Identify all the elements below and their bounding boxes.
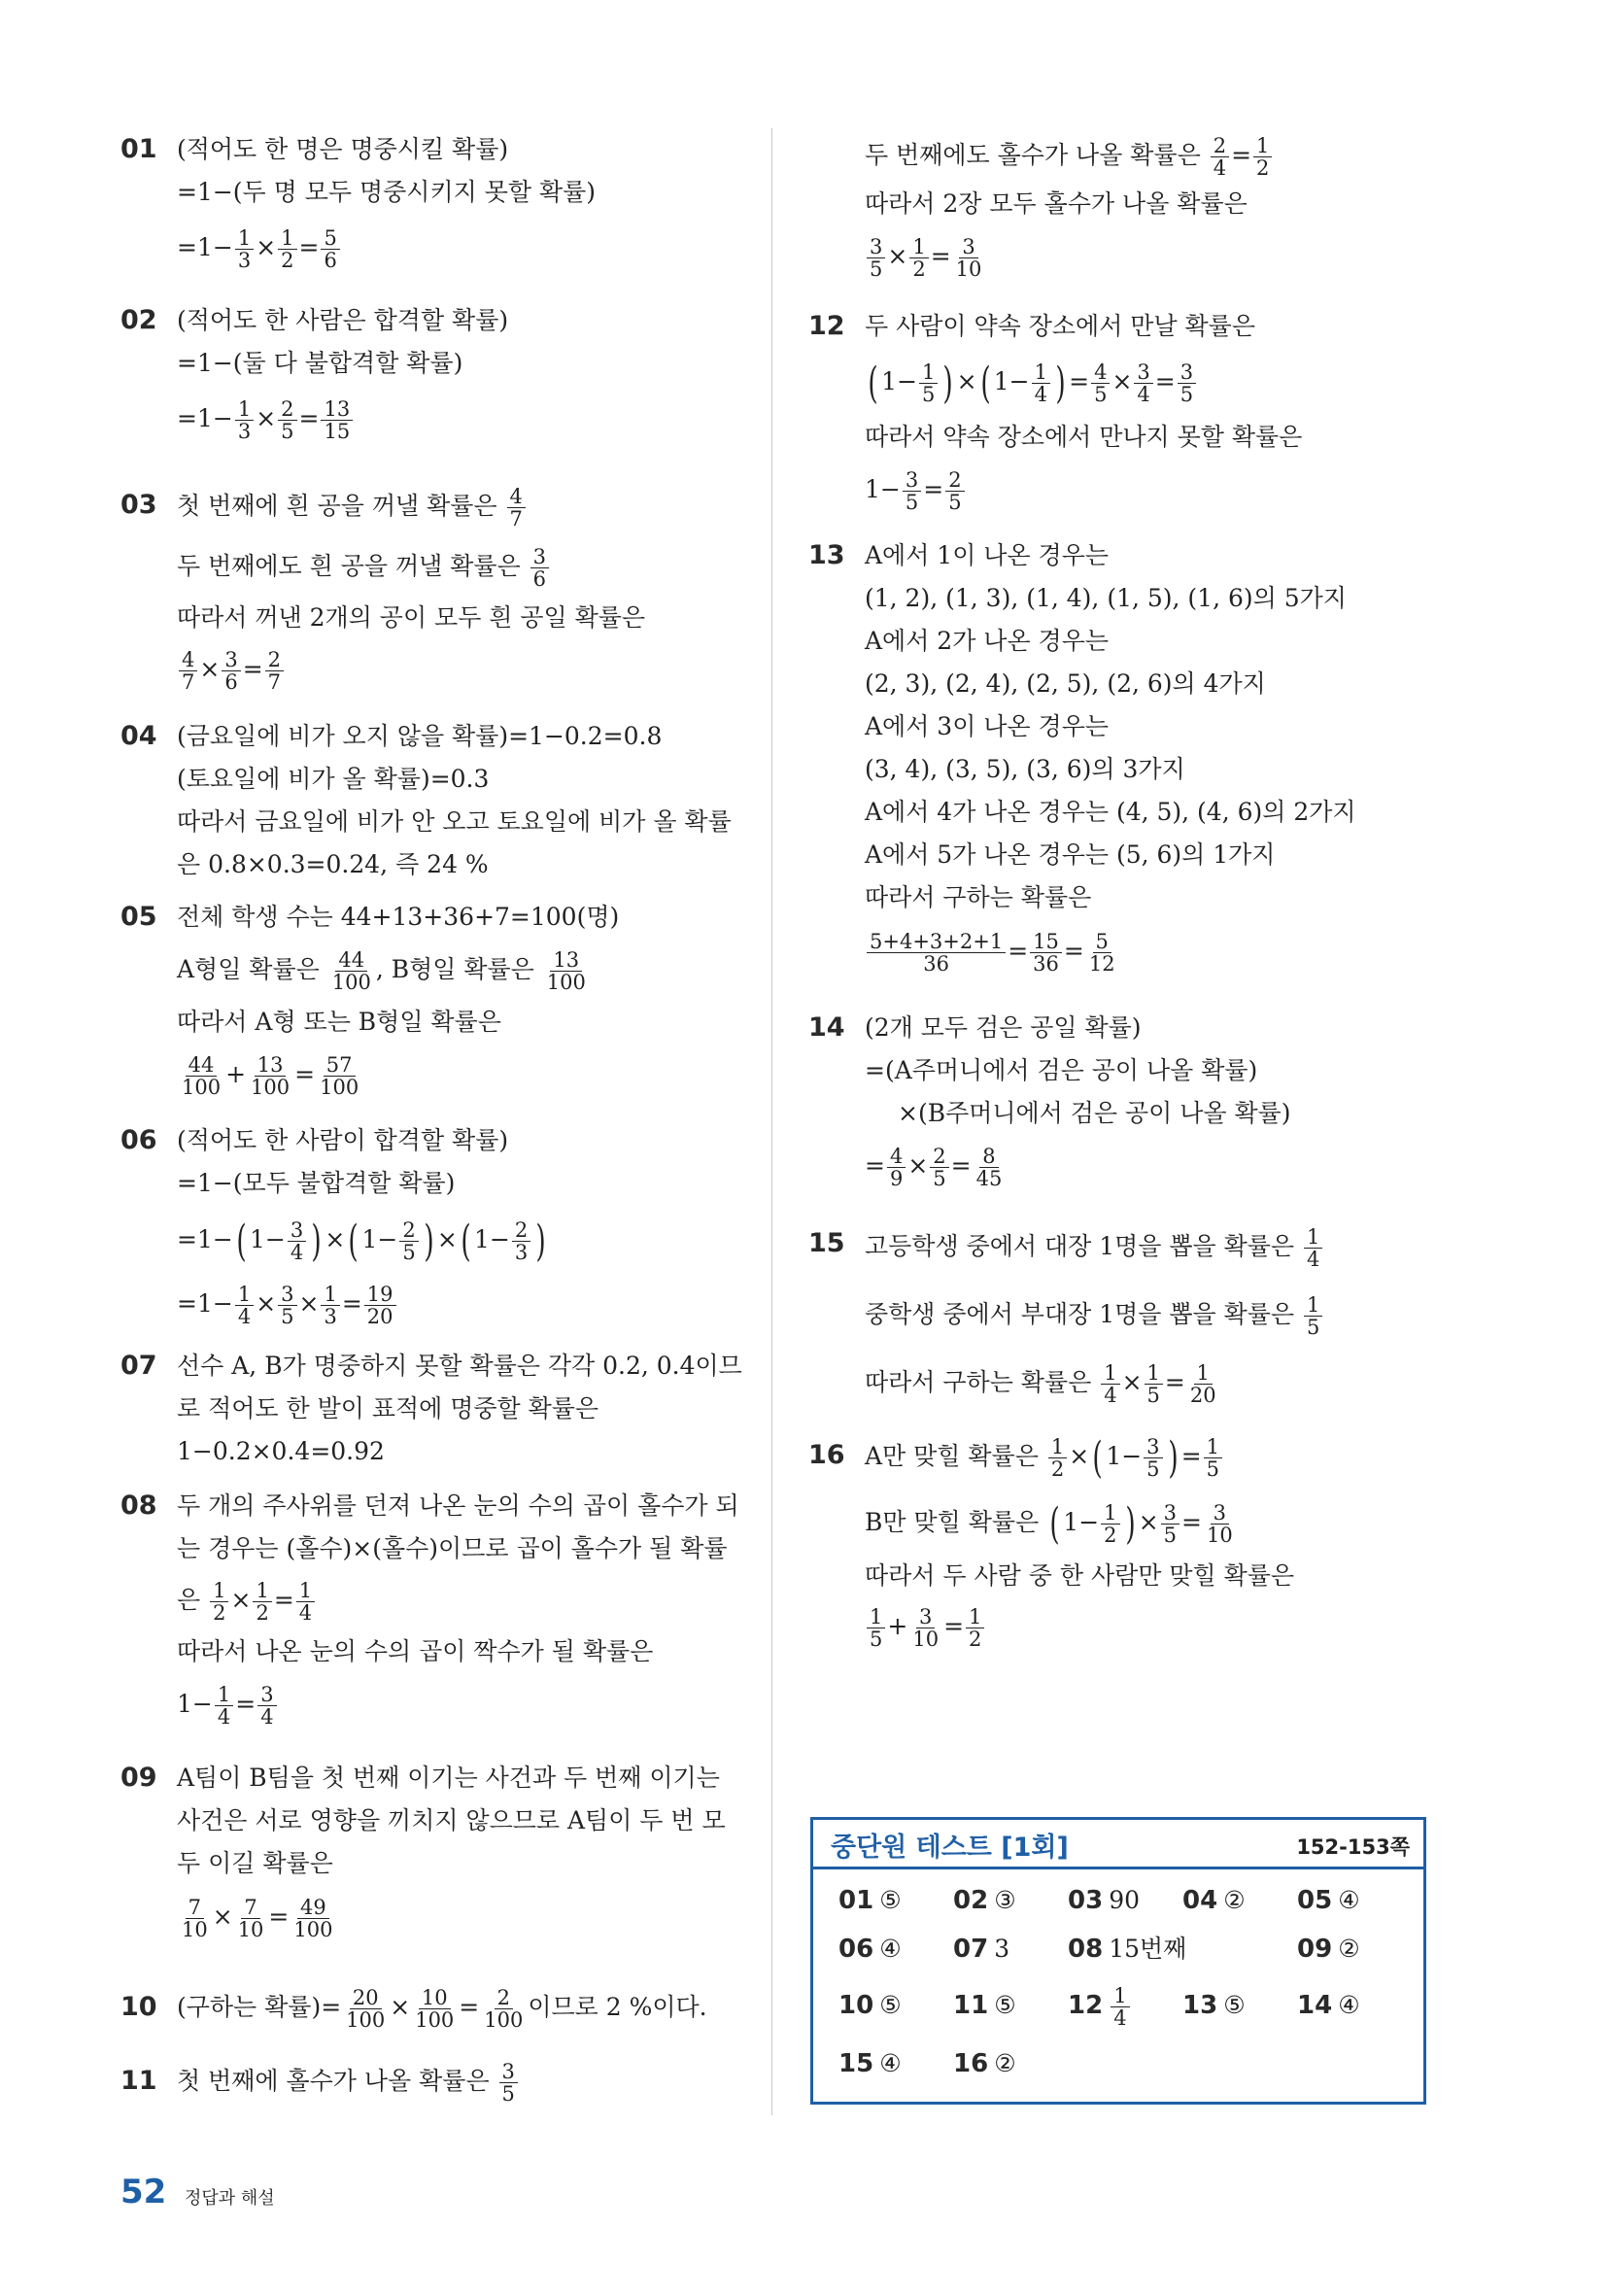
problem-04 [120,715,742,896]
problem-number: 04 [120,721,157,751]
solution-line: 따라서 구하는 확률은 [865,883,1092,911]
solution-line: 로 적어도 한 발이 표적에 명중할 확률은 [177,1394,599,1422]
solution-math: 두 번째에도 홀수가 나올 확률은 $\frac{2}{4}$ = $\frac{1}{2}$ [865,128,1440,183]
solution-line: 따라서 나온 눈의 수의 곱이 짝수가 될 확률은 [177,1637,654,1665]
solution-math: $\frac{5+4+3+2+1}{36}$ = $\frac{15}{36}$ = $\frac{5}{12}$ [865,919,1440,983]
solution-line: (적어도 한 사람은 합격할 확률) [177,306,509,334]
solution-line: (3, 4), (3, 5), (3, 6)의 3가지 [865,755,1185,783]
solution-math: =1− $\frac{1}{3}$ × $\frac{1}{2}$ = $\frac{5}{6}$ [177,214,742,282]
answer-item: 04 ② [1182,1886,1246,1915]
answer-item: 13 ⑤ [1182,1991,1246,2020]
solution-line: 두 사람이 약속 장소에서 만날 확률은 [865,312,1255,340]
answer-item: 02 ③ [953,1886,1016,1915]
solution-math: 은 $\frac{1}{2}$ × $\frac{1}{2}$ = $\frac{1}{4}$ [177,1570,742,1630]
solution-line: 는 경우는 (홀수)×(홀수)이므로 곱이 홀수가 될 확률 [177,1534,728,1562]
solution-line: (적어도 한 명은 명중시킬 확률) [177,135,509,163]
left-column [120,128,742,2112]
solution-math: ( 1− $\frac{1}{5}$ ) ×( 1− $\frac{1}{4}$ ) = $\frac{4}{5}$ × $\frac{3}{4}$ = $\frac{3}{5}$ [865,348,1440,416]
solution-math: 따라서 구하는 확률은 $\frac{1}{4}$ × $\frac{1}{5}$ = $\frac{1}{20}$ [865,1361,1216,1407]
answer-item: 08 15번째 [1068,1935,1187,1964]
solution-line: 따라서 두 사람 중 한 사람만 맞힐 확률은 [865,1561,1295,1590]
solution-math: (구하는 확률)= $\frac{20}{100}$ × $\frac{10}{100}$ = $\frac{2}{100}$ 이므로 2 %이다. [177,1986,707,2032]
footer-label: 정답과 해설 [185,2188,275,2209]
problem-number: 06 [120,1125,157,1155]
solution-math: 두 번째에도 흰 공을 꺼낼 확률은 $\frac{3}{6}$ [177,536,742,597]
problem-01 [120,128,742,299]
solution-line: 사건은 서로 영향을 끼치지 않으므로 A팀이 두 번 모 [177,1806,726,1834]
solution-line: (1, 2), (1, 3), (1, 4), (1, 5), (1, 6)의 5가지 [865,584,1347,612]
problem-02 [120,299,742,476]
problem-15 [808,1213,1440,1422]
solution-line: 따라서 꺼낸 2개의 공이 모두 흰 공일 확률은 [177,603,646,632]
solution-math: $\frac{3}{5}$ × $\frac{1}{2}$ = $\frac{3}{10}$ [865,225,1440,288]
problem-number: 01 [120,134,157,164]
problem-10 [120,1976,742,2050]
problem-number: 03 [120,490,157,520]
solution-line: 선수 A, B가 명중하지 못할 확률은 각각 0.2, 0.4이므 [177,1352,742,1380]
problem-number: 15 [808,1228,845,1258]
solution-line: 1−0.2×0.4=0.92 [177,1437,385,1465]
solution-line: =1−(두 명 모두 명중시키지 못할 확률) [177,178,596,206]
solution-math: =1− $\frac{1}{3}$ × $\frac{2}{5}$ = $\frac{13}{15}$ [177,385,742,453]
problem-08 [120,1485,742,1757]
right-column [808,128,1440,1656]
problem-09 [120,1757,742,1976]
problem-07 [120,1345,742,1485]
problem-12 [808,305,1440,534]
answer-item: 07 3 [953,1935,1010,1964]
problem-number: 08 [120,1491,157,1521]
problem-number: 09 [120,1763,157,1793]
answer-item: 09 ② [1297,1935,1360,1964]
answer-item: 03 90 [1068,1886,1140,1915]
column-divider [771,128,772,2115]
solution-line: (적어도 한 사람이 합격할 확률) [177,1126,509,1154]
answer-box-header [813,1820,1423,1869]
solution-math: = $\frac{4}{9}$ × $\frac{2}{5}$ = $\frac{8}{45}$ [865,1145,1003,1190]
solution-line: 두 개의 주사위를 던져 나온 눈의 수의 곱이 홀수가 되 [177,1491,739,1520]
problem-number: 10 [120,1992,157,2022]
answer-item: 06 ④ [838,1935,902,1964]
problem-number: 13 [808,540,845,570]
solution-line: =1−(둘 다 불합격할 확률) [177,349,463,377]
problem-06 [120,1119,742,1345]
answer-item: 10 ⑤ [838,1991,902,2020]
answer-item: 11 ⑤ [953,1991,1016,2020]
solution-math: $\frac{1}{5}$ + $\frac{3}{10}$ = $\frac{1}{2}$ [865,1597,1440,1656]
answer-item: 16 ② [953,2049,1016,2078]
solution-math: $\frac{44}{100}$ + $\frac{13}{100}$ = $\frac{57}{100}$ [182,1053,359,1099]
solution-line: =(A주머니에서 검은 공이 나올 확률) [865,1056,1258,1084]
solution-line: A에서 1이 나온 경우는 [865,541,1110,569]
solution-line: (2, 3), (2, 4), (2, 5), (2, 6)의 4가지 [865,669,1266,698]
solution-line: =1−(모두 불합격할 확률) [177,1169,456,1197]
answer-item: 15 ④ [838,2049,902,2078]
solution-line: A에서 5가 나온 경우는 (5, 6)의 1가지 [865,840,1276,869]
solution-math: 중학생 중에서 부대장 1명을 뽑을 확률은 $\frac{1}{5}$ [865,1281,1440,1349]
problem-13 [808,534,1440,1007]
solution-line: 전체 학생 수는 44+13+36+7=100(명) [177,903,620,931]
problem-number: 05 [120,902,157,932]
answer-item: 01 ⑤ [838,1886,902,1915]
answer-item: 14 ④ [1297,1991,1360,2020]
page-number: 52 [120,2173,167,2211]
solution-math: 고등학생 중에서 대장 1명을 뽑을 확률은 $\frac{1}{4}$ [865,1213,1440,1281]
solution-math: B만 맞힐 확률은 ( 1− $\frac{1}{2}$ ) × $\frac{3}{5}$ = $\frac{3}{10}$ [865,1498,1233,1549]
answer-box [810,1817,1426,2105]
problem-number: 12 [808,311,845,341]
solution-line: A에서 2가 나온 경우는 [865,627,1110,655]
solution-math: 1− $\frac{3}{5}$ = $\frac{2}{5}$ [865,459,1440,521]
solution-math: $\frac{7}{10}$ × $\frac{7}{10}$ = $\frac{49}{100}$ [182,1896,333,1941]
solution-line: (금요일에 비가 오지 않을 확률)=1−0.2=0.8 [177,722,663,750]
solution-line: A팀이 B팀을 첫 번째 이기는 사건과 두 번째 이기는 [177,1764,720,1792]
solution-line: 따라서 금요일에 비가 안 오고 토요일에 비가 올 확률 [177,807,732,836]
problem-number: 07 [120,1351,157,1381]
problem-11-continued [808,128,1440,305]
solution-line: 따라서 A형 또는 B형일 확률은 [177,1008,501,1036]
solution-line: A에서 4가 나온 경우는 (4, 5), (4, 6)의 2가지 [865,798,1356,826]
solution-line: 두 이길 확률은 [177,1849,333,1877]
solution-line: 따라서 2장 모두 홀수가 나올 확률은 [865,189,1248,218]
problem-number: 11 [120,2066,157,2096]
solution-math: 1− $\frac{1}{4}$ = $\frac{3}{4}$ [177,1673,742,1735]
problem-05 [120,896,742,1119]
answer-item: 05 ④ [1297,1886,1360,1915]
solution-math: $\frac{4}{7}$ × $\frac{3}{6}$ = $\frac{2}{7}$ [177,639,742,700]
solution-math: 첫 번째에 흰 공을 꺼낼 확률은 $\frac{4}{7}$ [177,476,742,536]
solution-math: A형일 확률은 $\frac{44}{100}$ , B형일 확률은 $\frac{13}{100}$ [177,948,586,994]
solution-line: 은 0.8×0.3=0.24, 즉 24 % [177,850,489,878]
problem-number: 14 [808,1012,845,1043]
answer-box-title: 중단원 테스트 [1회] [831,1833,1069,1863]
solution-line: ×(B주머니에서 검은 공이 나올 확률) [898,1099,1291,1127]
problem-11 [120,2050,742,2112]
problem-03 [120,476,742,715]
problem-number: 02 [120,305,157,335]
answer-box-pages: 152-153쪽 [1296,1835,1410,1859]
solution-line: A에서 3이 나온 경우는 [865,712,1110,740]
solution-line: 따라서 약속 장소에서 만나지 못할 확률은 [865,423,1303,451]
problem-14 [808,1007,1440,1213]
problem-16 [808,1422,1440,1656]
solution-math: A만 맞힐 확률은 $\frac{1}{2}$ ×( 1− $\frac{3}{5}$ ) = $\frac{1}{5}$ [865,1422,1440,1491]
answer-item: 12 $\frac{1}{4}$ [1068,1981,1132,2030]
solution-math: 첫 번째에 홀수가 나올 확률은 $\frac{3}{5}$ [177,2050,742,2112]
solution-line: (2개 모두 검은 공일 확률) [865,1013,1142,1042]
problem-number: 16 [808,1440,845,1470]
solution-line: (토요일에 비가 올 확률)=0.3 [177,765,490,793]
solution-math: =1− $\frac{1}{4}$ × $\frac{3}{5}$ × $\frac{1}{3}$ = $\frac{19}{20}$ [177,1275,742,1333]
solution-math: =1−( 1− $\frac{3}{4}$ ) ×( 1− $\frac{2}{5}$ ) ×( 1− $\frac{2}{3}$ ) [177,1216,547,1266]
